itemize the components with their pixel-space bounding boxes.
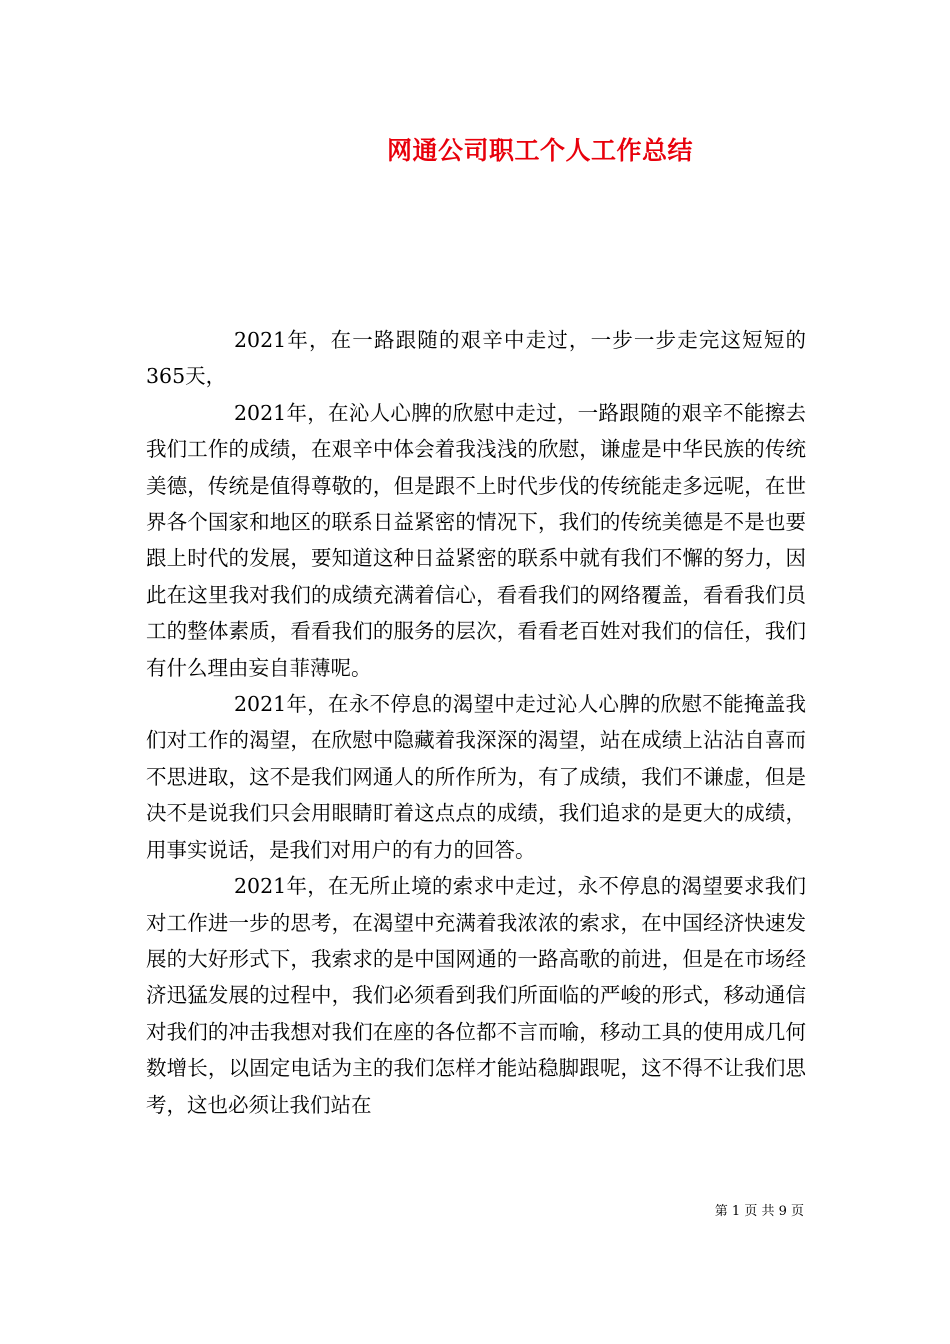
paragraph-2: 2021年，在沁人心脾的欣慰中走过，一路跟随的艰辛不能擦去我们工作的成绩，在艰辛中体会着我浅浅的欣慰，谦虚是中华民族的传统美德，传统是值得尊敬的，但是跟不上时代步伐的传统能走多远呢，在世界各个国家和地区的联系日益紧密的情况下，我们的传统美德是不是也要跟上时代的发展，要知道这种日益紧密的联系中就有我们不懈的努力，因此在这里我对我们的成绩充满着信心，看看我们的网络覆盖，看看我们员工的整体素质，看看我们的服务的层次，看看老百姓对我们的信任，我们有什么理由妄自菲薄呢。 [146,400,806,680]
page-number: 第 1 页 共 9 页 [714,1204,804,1219]
paragraph-1: 2021年，在一路跟随的艰辛中走过，一步一步走完这短短的365天， [146,328,806,389]
document-body [146,322,806,1123]
paragraph-3: 2021年，在永不停息的渴望中走过沁人心脾的欣慰不能掩盖我们对工作的渴望，在欣慰中隐藏着我深深的渴望，站在成绩上沾沾自喜而不思进取，这不是我们网通人的所作所为，有了成绩，我们不谦虚，但是决不是说我们只会用眼睛盯着这点点的成绩，我们追求的是更大的成绩，用事实说话，是我们对用户的有力的回答。 [146,692,806,862]
document-title: 网通公司职工个人工作总结 [386,136,693,165]
paragraph-4: 2021年，在无所止境的索求中走过，永不停息的渴望要求我们对工作进一步的思考，在渴望中充满着我浓浓的索求，在中国经济快速发展的大好形式下，我索求的是中国网通的一路高歌的前进，但是在市场经济迅猛发展的过程中，我们必须看到我们所面临的严峻的形式，移动通信对我们的冲击我想对我们在座的各位都不言而喻，移动工具的使用成几何数增长，以固定电话为主的我们怎样才能站稳脚跟呢，这不得不让我们思考，这也必须让我们站在 [146,874,806,1117]
